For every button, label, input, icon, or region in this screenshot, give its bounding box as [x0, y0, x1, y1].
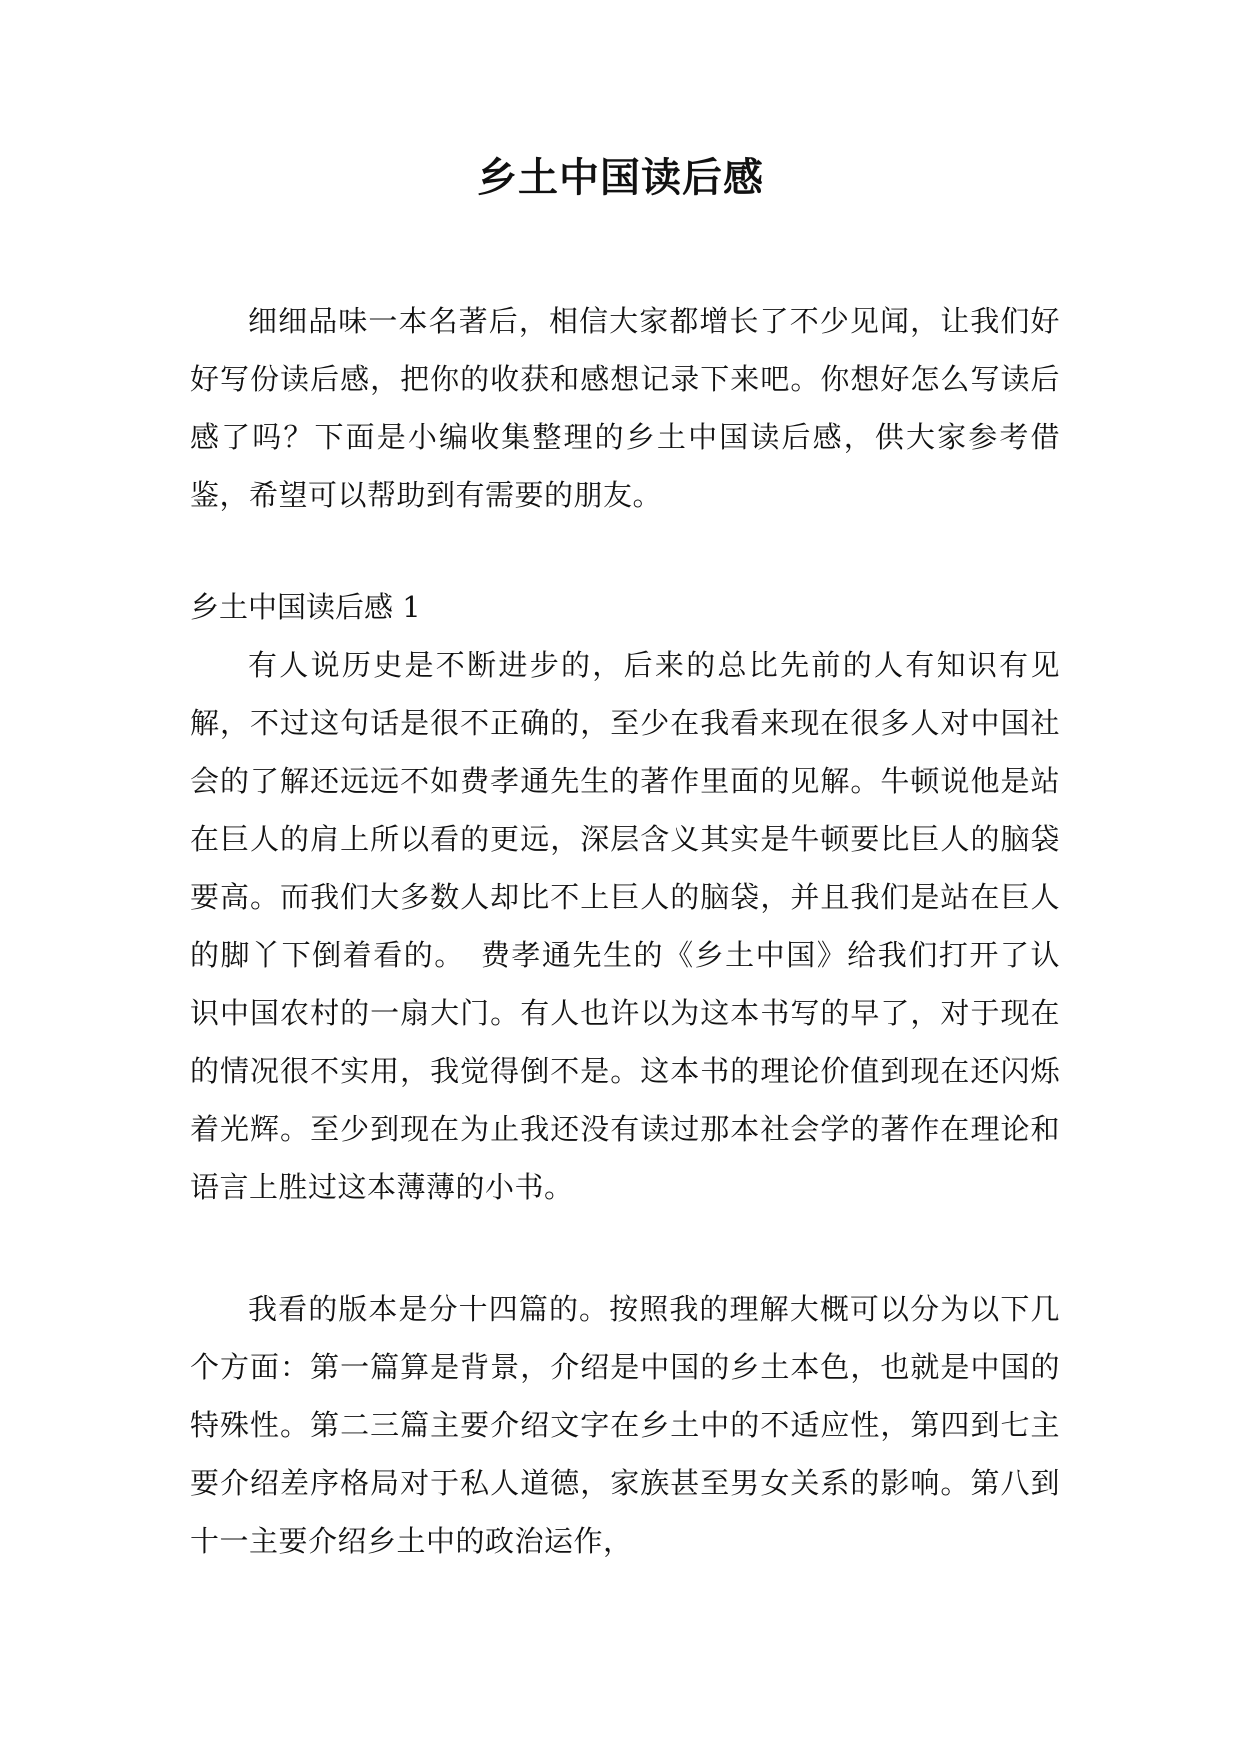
intro-paragraph: 细细品味一本名著后，相信大家都增长了不少见闻，让我们好好写份读后感，把你的收获和感想记录下来吧。你想好怎么写读后感了吗？下面是小编收集整理的乡土中国读后感，供大家参考借鉴，希望可以帮助到有需要的朋友。: [190, 304, 1060, 512]
document-title: 乡土中国读后感: [477, 154, 764, 201]
body-paragraph: 我看的版本是分十四篇的。按照我的理解大概可以分为以下几个方面：第一篇算是背景，介绍是中国的乡土本色，也就是中国的特殊性。第二三篇主要介绍文字在乡土中的不适应性，第四到七主要介绍差序格局对于私人道德，家族甚至男女关系的影响。第八到十一主要介绍乡土中的政治运作，: [190, 1292, 1060, 1558]
body-paragraph: 有人说历史是不断进步的，后来的总比先前的人有知识有见解，不过这句话是很不正确的，至少在我看来现在很多人对中国社会的了解还远远不如费孝通先生的著作里面的见解。牛顿说他是站在巨人的肩上所以看的更远，深层含义其实是牛顿要比巨人的脑袋要高。而我们大多数人却比不上巨人的脑袋，并且我们是站在巨人的脚丫下倒着看的。 费孝通先生的《乡土中国》给我们打开了认识中国农村的一扇大门。有人也许以为这本书写的早了，对于现在的情况很不实用，我觉得倒不是。这本书的理论价值到现在还闪烁着光辉。至少到现在为止我还没有读过那本社会学的著作在理论和语言上胜过这本薄薄的小书。: [190, 648, 1060, 1204]
section-heading: 乡土中国读后感 1: [190, 590, 421, 624]
